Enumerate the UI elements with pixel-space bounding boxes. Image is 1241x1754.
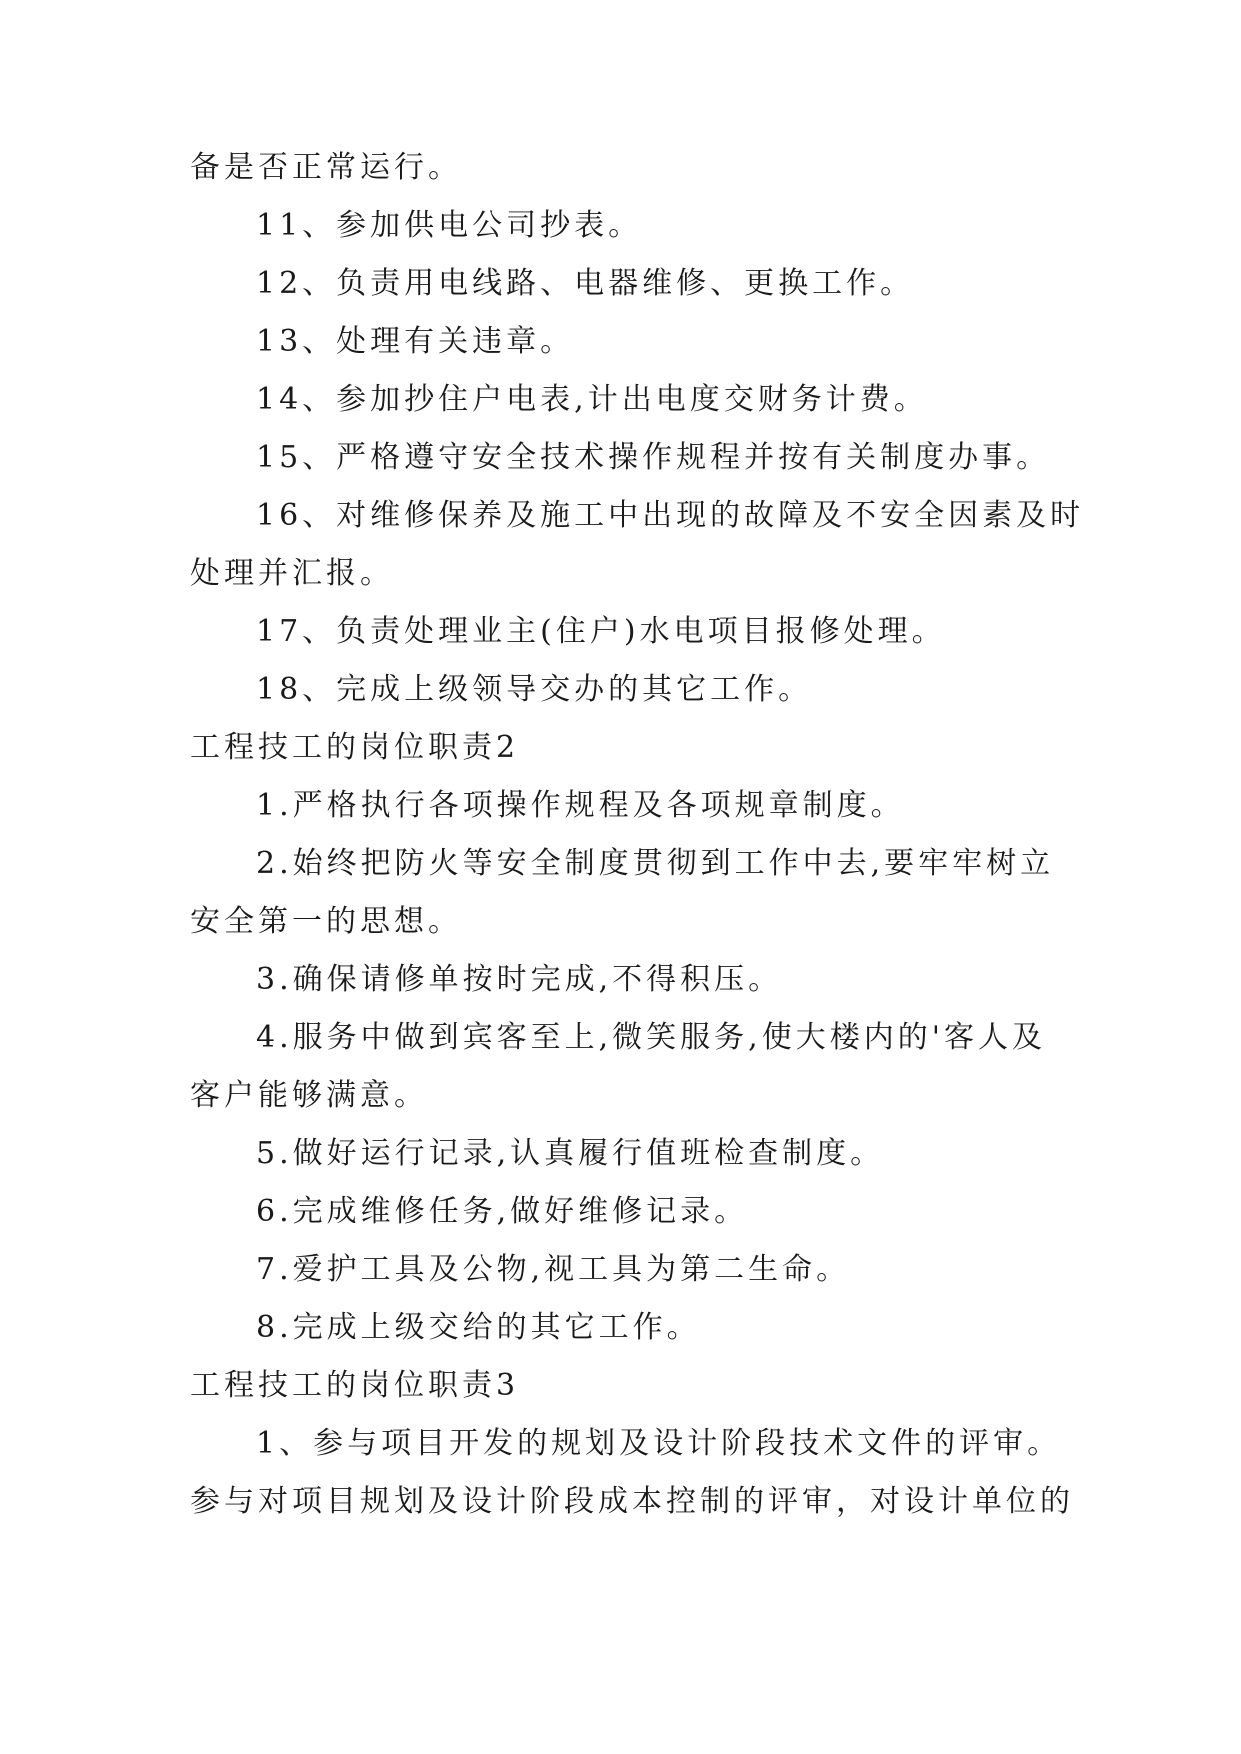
list-item: 17、负责处理业主(住户)水电项目报修处理。 — [256, 614, 946, 649]
list-item: 18、完成上级领导交办的其它工作。 — [256, 672, 813, 707]
section-heading: 工程技工的岗位职责2 — [190, 730, 520, 765]
list-item: 1.严格执行各项操作规程及各项规章制度。 — [256, 788, 905, 823]
list-item: 15、严格遵守安全技术操作规程并按有关制度办事。 — [256, 440, 1051, 475]
text-line: 处理并汇报。 — [190, 556, 394, 591]
section-heading: 工程技工的岗位职责3 — [190, 1368, 520, 1403]
list-item: 11、参加供电公司抄表。 — [256, 208, 643, 243]
text-line: 备是否正常运行。 — [190, 150, 462, 185]
list-item: 4.服务中做到宾客至上,微笑服务,使大楼内的'客人及 — [256, 1020, 1046, 1055]
list-item: 6.完成维修任务,做好维修记录。 — [256, 1194, 749, 1229]
list-item: 3.确保请修单按时完成,不得积压。 — [256, 962, 783, 997]
list-item: 14、参加抄住户电表,计出电度交财务计费。 — [256, 382, 928, 417]
list-item: 13、处理有关违章。 — [256, 324, 575, 359]
list-item: 8.完成上级交给的其它工作。 — [256, 1310, 701, 1345]
list-item: 12、负责用电线路、电器维修、更换工作。 — [256, 266, 915, 301]
list-item: 2.始终把防火等安全制度贯彻到工作中去,要牢牢树立 — [256, 846, 1055, 881]
text-line: 参与对项目规划及设计阶段成本控制的评审，对设计单位的 — [190, 1484, 1074, 1519]
text-line: 安全第一的思想。 — [190, 904, 462, 939]
text-line: 客户能够满意。 — [190, 1078, 428, 1113]
list-item: 5.做好运行记录,认真履行值班检查制度。 — [256, 1136, 885, 1171]
list-item: 16、对维修保养及施工中出现的故障及不安全因素及时 — [256, 498, 1085, 533]
list-item: 1、参与项目开发的规划及设计阶段技术文件的评审。 — [256, 1426, 1062, 1461]
list-item: 7.爱护工具及公物,视工具为第二生命。 — [256, 1252, 851, 1287]
